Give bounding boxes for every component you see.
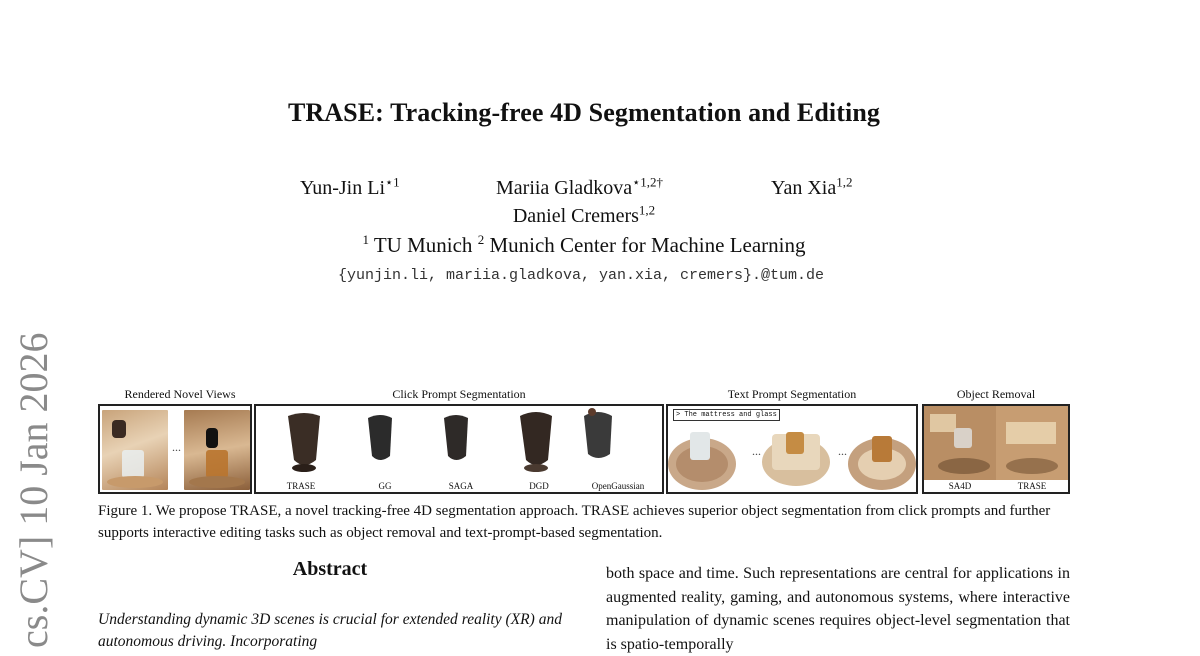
figure-panel-text-prompt — [666, 404, 918, 494]
author-xia — [771, 174, 853, 200]
panel-title-click-prompt: Click Prompt Segmentation — [392, 387, 526, 401]
author-gladkova — [496, 174, 663, 200]
novel-view-image-1 — [102, 410, 168, 490]
segmented-pitchers — [256, 406, 662, 492]
object-removal-images — [924, 406, 1068, 492]
author-superscript: ⋆1 — [385, 174, 400, 190]
arxiv-stamp: cs.CV] 10 Jan 2026 — [11, 332, 56, 648]
figure-panel-novel-views — [98, 404, 252, 494]
method-label-saga: SAGA — [448, 481, 474, 491]
affil-institution: Munich Center for Machine Learning — [489, 233, 806, 257]
novel-view-image-2 — [184, 410, 250, 490]
author-name: Daniel Cremers — [512, 205, 639, 227]
author-name: Mariia Gladkova — [496, 177, 633, 199]
affil-superscript: 1 — [362, 232, 369, 247]
removal-label-trase: TRASE — [1017, 481, 1047, 491]
author-superscript: 1,2 — [836, 174, 853, 190]
removal-label-sa4d: SA4D — [948, 481, 972, 491]
author-emails: {yunjin.li, mariia.gladkova, yan.xia, cremers}.@tum.de — [337, 267, 825, 284]
body-text-right-column: both space and time. Such representations are central for applications in augmented reality, gaming, and autonomous systems, where interactive manipulation of dynamic scenes requires object-level segmentation that is spatio-temporally — [606, 565, 1070, 653]
ellipsis: ... — [752, 444, 761, 458]
text-prompt-tag: > The mattress and glass — [673, 409, 780, 421]
affil-superscript: 2 — [477, 232, 485, 247]
method-label-dgd: DGD — [529, 481, 549, 491]
author-li — [300, 174, 400, 200]
method-label-opengaussian: OpenGaussian — [591, 481, 645, 491]
method-label-gg: GG — [378, 481, 392, 491]
author-cremers — [0, 202, 1168, 228]
author-superscript: 1,2 — [638, 202, 656, 218]
method-label-trase: TRASE — [286, 481, 316, 491]
author-superscript: ⋆1,2† — [632, 174, 663, 190]
affil-institution: TU Munich — [373, 233, 473, 257]
affiliations — [0, 233, 1168, 258]
figure-panel-object-removal — [922, 404, 1070, 494]
figure-panel-click-prompt — [254, 404, 664, 494]
ellipsis: ... — [838, 444, 847, 458]
author-list — [0, 174, 1168, 205]
abstract-heading: Abstract — [292, 558, 368, 580]
panel-title-novel-views: Rendered Novel Views — [124, 387, 236, 401]
ellipsis: ... — [172, 440, 181, 454]
author-name: Yan Xia — [771, 177, 837, 199]
author-name: Yun-Jin Li — [300, 177, 385, 199]
figure-caption: Figure 1. We propose TRASE, a novel tracking-free 4D segmentation approach. TRASE achieves superior object segmentation from click prompts and further supports interactive editing tasks such as object removal and text-prompt-based segmentation. — [98, 503, 1051, 541]
panel-title-object-removal: Object Removal — [956, 387, 1036, 401]
panel-title-text-prompt: Text Prompt Segmentation — [727, 387, 857, 401]
paper-title: TRASE: Tracking-free 4D Segmentation and Editing — [287, 98, 880, 127]
abstract-text: Understanding dynamic 3D scenes is crucial for extended reality (XR) and autonomous driving. Incorporating — [98, 611, 562, 650]
